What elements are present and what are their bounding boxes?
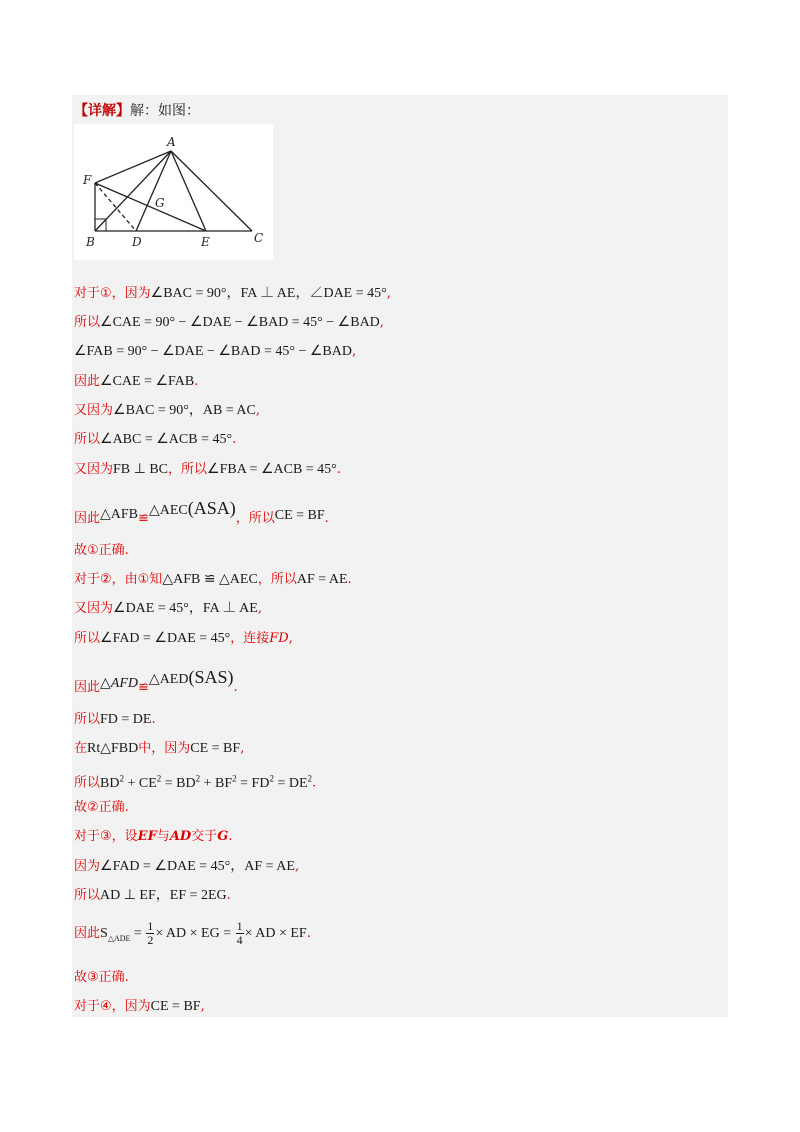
line-2: 所以∠CAE = 90° − ∠DAE − ∠BAD = 45° − ∠BAD,	[74, 315, 384, 330]
fraction-quarter: $\frac{1}{4}$	[236, 919, 243, 947]
label-G: G	[155, 196, 165, 210]
line-18: 对于③，设EF与AD交于G.	[74, 829, 233, 844]
line-8: 因此△AFB≌△AEC(ASA)，所以CE = BF.	[74, 498, 329, 526]
triangle-diagram	[74, 124, 273, 260]
label-E: E	[201, 235, 210, 249]
line-14: 所以FD = DE.	[74, 712, 156, 727]
line-10: 对于②，由①知△AFB ≌ △AEC，所以AF = AE.	[74, 572, 352, 587]
segment-AE	[171, 151, 206, 231]
line-15: 在Rt△FBD中，因为CE = BF,	[74, 741, 245, 756]
line-5: 又因为∠BAC = 90°，AB = AC,	[74, 403, 261, 418]
line-6: 所以∠ABC = ∠ACB = 45°.	[74, 432, 237, 447]
label-D: D	[132, 235, 142, 249]
geometry-figure	[74, 124, 273, 260]
fraction-half: $\frac{1}{2}$	[147, 919, 154, 947]
label-A: A	[167, 135, 176, 149]
label-C: C	[254, 231, 264, 245]
line-3: ∠FAB = 90° − ∠DAE − ∠BAD = 45° − ∠BAD,	[74, 344, 357, 359]
segment-AC	[171, 151, 252, 231]
line-17: 故②正确.	[74, 800, 129, 815]
line-16: 所以$BD^2 + CE^2 = BD^2 + BF^2 = FD^2 = DE^2$.	[74, 773, 317, 791]
line-22: 故③正确.	[74, 970, 129, 985]
line-7: 又因为FB ⊥ BC，所以∠FBA = ∠ACB = 45°.	[74, 462, 341, 477]
line-20: 所以AD ⊥ EF，EF = 2EG.	[74, 888, 231, 903]
heading-text: 解：如图：	[130, 103, 200, 119]
line-19: 因为∠FAD = ∠DAE = 45°，AF = AE,	[74, 859, 300, 874]
line-13: 因此△AFD≌△AED(SAS).	[74, 667, 238, 695]
line-12: 所以∠FAD = ∠DAE = 45°，连接FD,	[74, 631, 293, 646]
label-F: F	[83, 173, 92, 187]
line-1: 对于①，因为∠BAC = 90°，FA ⊥ AE，∠DAE = 45°,	[74, 286, 391, 301]
line-21: 因此$S_{\triangle ADE}$ = $\frac{1}{2}$ × AD × EG = $\frac{1}{4}$ × AD × EF.	[74, 919, 311, 947]
detail-label: 【详解】	[74, 103, 130, 119]
solution-heading	[74, 100, 200, 120]
line-9: 故①正确.	[74, 543, 129, 558]
line-23: 对于④，因为CE = BF,	[74, 999, 205, 1014]
label-B: B	[86, 235, 95, 249]
line-4: 因此∠CAE = ∠FAB.	[74, 374, 199, 389]
segment-FE	[95, 183, 206, 231]
line-11: 又因为∠DAE = 45°，FA ⊥ AE,	[74, 601, 262, 616]
